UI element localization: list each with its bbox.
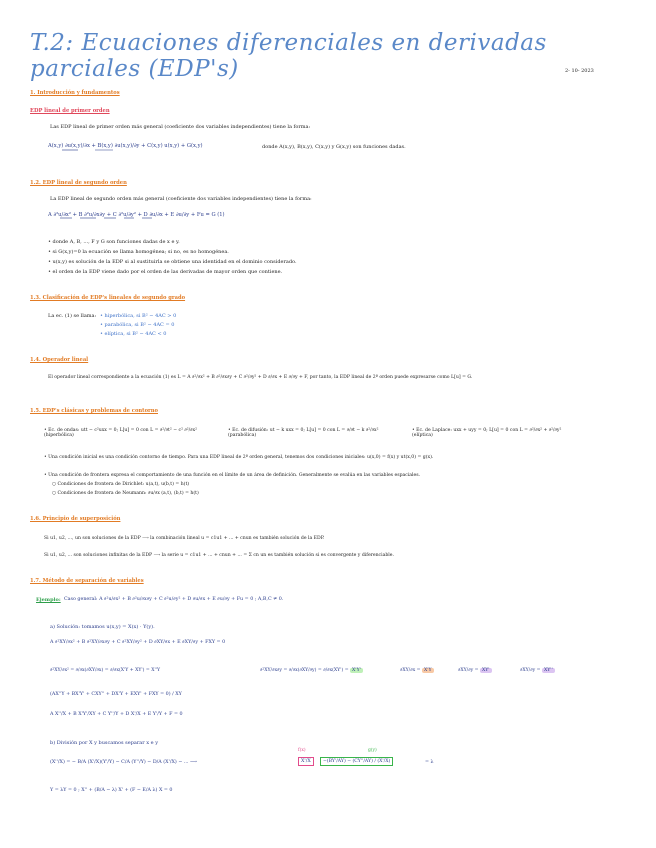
second-order-bullet-2: • si G(x,y)=0 la ecuación se llama homogénea; si no, es no homogénea. (48, 249, 229, 255)
step-a-label: a) Solución: tomamos u(x,y) = X(x) · Y(y). (50, 624, 155, 630)
superposition-line-2: Si u1, u2, ... son soluciones infinitas de la EDP ⟶ la serie u = c1u1 + ... + cnun + ... = Σ cn un es también solución si es convergente y diferenciable. (44, 553, 394, 558)
dyy-derivative (520, 668, 555, 673)
superposition-line-1: Si u1, u2, ..., un son soluciones de la EDP ⟶ la combinación lineal u = c1u1 + ... + cnun es también solución de la EDP. (44, 536, 325, 541)
separated-y-box: −(BY'/AY) − (CY''/AY) / (X'/X) (320, 757, 393, 766)
classification-hyperbolic: • hiperbólica, si B² − 4AC > 0 (100, 313, 177, 319)
classification-elliptic: • elíptica, si B² − 4AC < 0 (100, 331, 167, 337)
dx-derivative-highlight: X'Y (423, 668, 432, 673)
dy-derivative (458, 668, 492, 673)
section-heading-classic-pdes: 1.5. EDP's clásicas y problemas de contorno (30, 408, 158, 414)
second-order-text: La EDP lineal de segundo orden más general (coeficiente dos variables independientes) tiene la forma: (50, 196, 312, 202)
neumann-condition: ○ Condiciones de frontera de Neumann: ∂u/∂x (a,t), (b,t) = h(t) (52, 491, 199, 496)
initial-condition-text: • Una condición inicial es una condición contorno de tiempo. Para una EDP lineal de 2º orden general, tenemos dos condiciones iniciales: u(x,0) = f(x) y ut(x,0) = g(x). (44, 455, 434, 460)
first-order-note: donde A(x,y), B(x,y), C(x,y) y G(x,y) son funciones dadas. (262, 144, 406, 150)
dx-derivative (400, 668, 434, 673)
second-order-bullet-3: • u(x,y) es solución de la EDP si al sustituirla se obtiene una identidad en el dominio considerado. (48, 259, 297, 265)
step-b-separation: (X''/X) = − B/A (X'/X)(Y'/Y) − C/A (Y''/Y) − D/A (X'/X) − ... ⟶ (50, 760, 197, 765)
subheading-first-order: EDP lineal de primer orden (30, 108, 110, 114)
first-order-equation: A(x,y) ∂u(x,y)/∂x + B(x,y) ∂u(x,y)/∂y + C(x,y) u(x,y) + G(x,y) (48, 143, 203, 149)
dirichlet-condition: ○ Condiciones de frontera de Dirichlet: u(a,t), u(b,t) = h(t) (52, 482, 190, 487)
dy-derivative-highlight: XY' (481, 668, 490, 673)
box1-label: f(x) (298, 748, 306, 753)
step-a-mixed-derivative (260, 668, 363, 673)
laplace-equation: • Ec. de Laplace: uxx + uyy = 0; L[u] = 0 con L = ∂²/∂x² + ∂²/∂y² (elíptica) (412, 428, 562, 438)
section-heading-linear-operator: 1.4. Operador lineal (30, 357, 89, 363)
section-heading-classification: 1.3. Clasificación de EDP's lineales de segundo grado (30, 295, 186, 301)
normalized-equation: A X''/X + B X'Y'/XY + C Y''/Y + D X'/X + E Y'/Y + F = 0 (50, 712, 183, 717)
example-label: Ejemplo: (36, 597, 61, 603)
date-label: 2- 10- 2023 (565, 68, 594, 74)
sum-divided-by-xy: (AX''Y + BX'Y' + CXY'' + DX'Y + EXY' + FXY = 0) / XY (50, 692, 182, 697)
linear-operator-text: El operador lineal correspondiente a la ecuación (1) es L = A ∂²/∂x² + B ∂²/∂x∂y + C ∂²/∂y² + D ∂/∂x + E ∂/∂y + F, por tanto, la EDP lineal de 2º orden puede expresarse como L[u] = G. (48, 375, 473, 380)
dy-derivative-text: ∂XY/∂y = (458, 668, 479, 673)
dyy-derivative-highlight: XY'' (543, 668, 553, 673)
step-a-second-derivative: ∂²XY/∂x² = ∂/∂x(∂XY/∂x) = ∂/∂x(X'Y + XY') = X''Y (50, 668, 161, 673)
page-title: T.2: Ecuaciones diferenciales en derivadas parciales (EDP's) (30, 30, 547, 82)
heat-equation: • Ec. de difusión: ut − k uxx = 0; L[u] = 0 con L = ∂/∂t − k ∂²/∂x² (parabólica) (228, 428, 379, 438)
step-b-label: b) División por X y buscamos separar x e y (50, 740, 159, 746)
box2-label: g(y) (368, 748, 377, 753)
dx-derivative-text: ∂XY/∂x = (400, 668, 421, 673)
second-order-bullet-1: • donde A, B, ..., F y G son funciones dadas de x e y. (48, 239, 180, 245)
separated-x-box: X'/X (298, 757, 314, 766)
ode-result: Y = λY = 0 ; X'' + (B/A − λ) X' + (F − E/A λ) X = 0 (50, 788, 173, 793)
section-heading-separation: 1.7. Método de separación de variables (30, 578, 144, 584)
boundary-condition-text: • Una condición de frontera expresa el comportamiento de una función en el límite de un área de definición. Generalmente se evalúa en las variables espaciales. (44, 473, 421, 478)
section-heading-introduction: 1. Introducción y fundamentos (30, 90, 120, 96)
classification-parabolic: • parabólica, si B² − 4AC = 0 (100, 322, 175, 328)
separation-constant: = λ (425, 760, 434, 765)
step-a-substitution: A ∂²XY/∂x² + B ∂²XY/∂x∂y + C ∂²XY/∂y² + D ∂XY/∂x + E ∂XY/∂y + FXY = 0 (50, 640, 226, 645)
mixed-derivative-text: ∂²XY/∂x∂y = ∂/∂x(∂XY/∂y) = ∂/∂x(XY') = (260, 668, 349, 673)
dyy-derivative-text: ∂XY/∂y = (520, 668, 541, 673)
wave-equation: • Ec. de ondas: utt − c²uxx = 0; L[u] = 0 con L = ∂²/∂t² − c² ∂²/∂x² (hiperbólica) (44, 428, 197, 438)
section-heading-superposition: 1.6. Principio de superposición (30, 516, 121, 522)
second-order-equation: A ∂²u/∂x² + B ∂²u/∂x∂y + C ∂²u/∂y² + D ∂u/∂x + E ∂u/∂y + Fu = G (1) (48, 212, 225, 218)
classification-lead: La ec. (1) se llama: (48, 313, 97, 319)
general-case-equation: Caso general: A ∂²u/∂x² + B ∂²u/∂x∂y + C ∂²u/∂y² + D ∂u/∂x + E ∂u/∂y + Fu = 0 ; A,B,C ≠ 0. (64, 597, 284, 602)
first-order-text: Las EDP lineal de primer orden más general (coeficiente dos variables independientes) tiene la forma: (50, 124, 311, 130)
second-order-bullet-4: • el orden de la EDP viene dado por el orden de las derivadas de mayor orden que contiene. (48, 269, 283, 275)
mixed-derivative-highlight: X'Y' (352, 668, 361, 673)
section-heading-second-order: 1.2. EDP lineal de segundo orden (30, 180, 127, 186)
